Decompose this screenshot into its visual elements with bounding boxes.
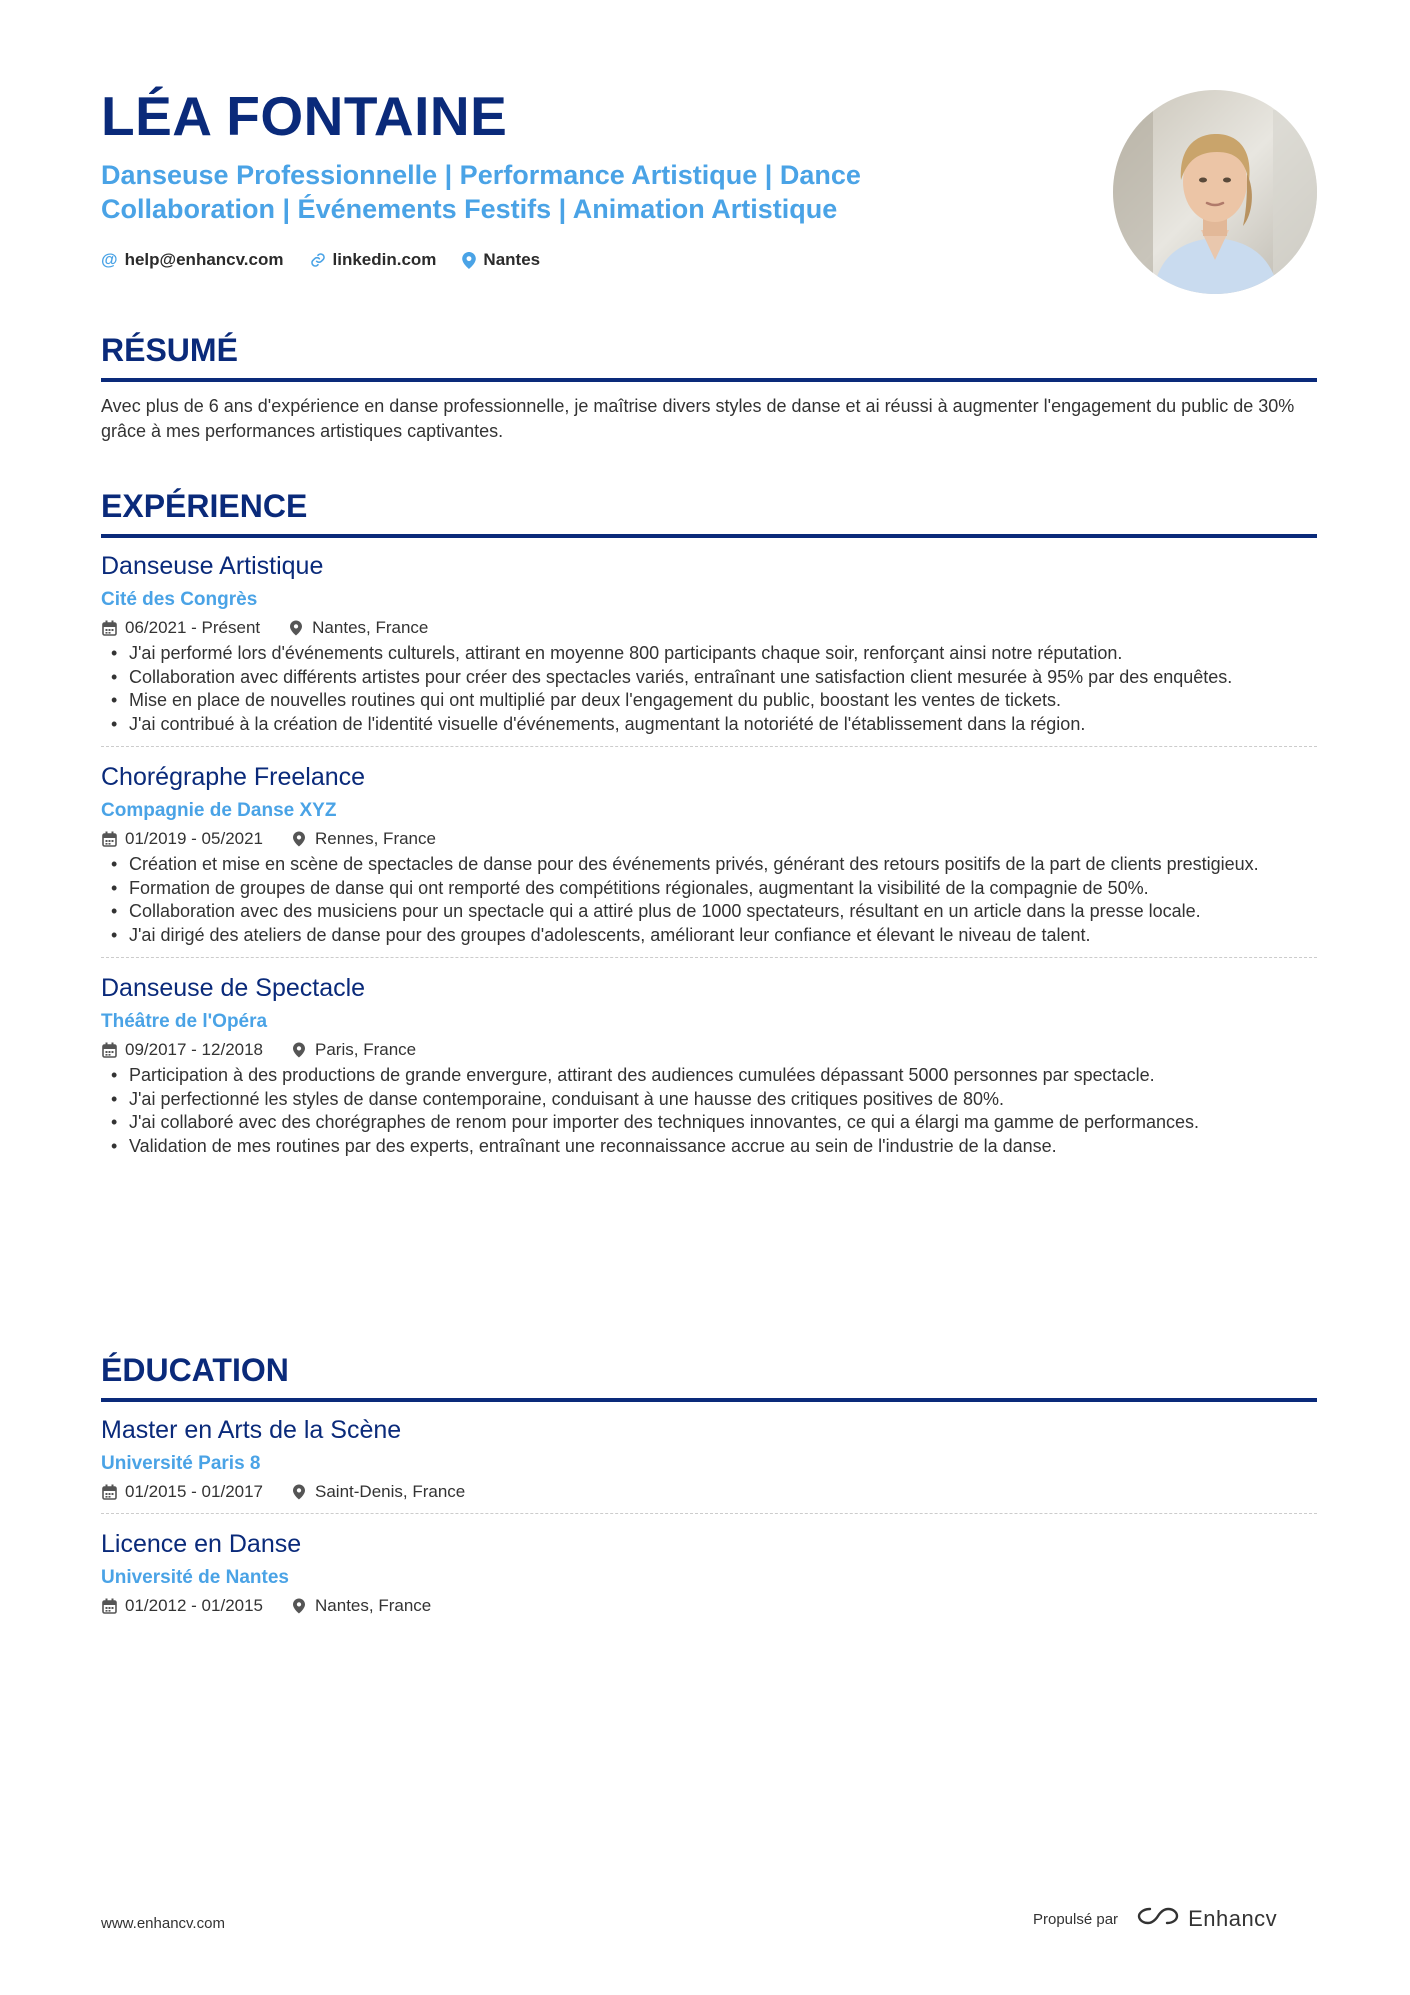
education-dates	[101, 1595, 263, 1617]
map-pin-icon	[462, 252, 476, 269]
contact-email-text: help@enhancv.com	[124, 250, 284, 269]
education-location	[291, 1481, 465, 1503]
bullet: • Validation de mes routines par des experts, entraînant une reconnaissance accrue au sein de l'industrie de la danse.	[101, 1135, 1317, 1159]
bullet: • Collaboration avec différents artistes pour créer des spectacles variés, entraînant une satisfaction client mesurée à 95% par des enquêtes.	[101, 666, 1317, 690]
job-location	[291, 1039, 416, 1061]
job-title: Chorégraphe Freelance	[101, 763, 366, 791]
calendar-icon	[101, 1042, 117, 1058]
education-entry	[101, 1414, 1317, 1514]
experience-section	[101, 486, 1317, 1182]
job-title: Danseuse Artistique	[101, 552, 324, 580]
contact-location	[462, 250, 540, 270]
job-dates-text: 06/2021 - Présent	[125, 618, 261, 637]
calendar-icon	[101, 831, 117, 847]
footer-branding	[1033, 1905, 1277, 1933]
summary-text: Avec plus de 6 ans d'expérience en danse professionnelle, je maîtrise divers styles de danse et ai réussi à augmenter l'engagement du public de 30% grâce à mes performances artistiques captivantes.	[101, 396, 1295, 441]
job-meta	[101, 828, 1317, 850]
resume-page	[101, 0, 1317, 1995]
map-pin-icon	[291, 1598, 307, 1614]
experience-entry	[101, 972, 1317, 1168]
education-section	[101, 1350, 1317, 1641]
bullet: • Création et mise en scène de spectacles de danse pour des événements privés, générant des retours positifs de la part de clients prestigieux.	[101, 853, 1317, 877]
enhancv-logo[interactable]	[1136, 1905, 1277, 1933]
bullet: • J'ai dirigé des ateliers de danse pour des groupes d'adolescents, améliorant leur confiance et élevant le niveau de talent.	[101, 924, 1317, 948]
education-meta	[101, 1481, 1317, 1503]
job-bullets	[101, 642, 1317, 736]
at-icon: @	[101, 250, 118, 269]
job-dates-text: 09/2017 - 12/2018	[125, 1040, 264, 1059]
contact-email[interactable]	[101, 250, 284, 270]
education-location	[291, 1595, 431, 1617]
job-location-text: Rennes, France	[315, 829, 436, 848]
company-name: Compagnie de Danse XYZ	[101, 800, 337, 821]
education-entry	[101, 1528, 1317, 1627]
summary-title: RÉSUMÉ	[101, 330, 1317, 382]
job-dates-text: 01/2019 - 05/2021	[125, 829, 264, 848]
link-icon	[310, 252, 326, 268]
footer-website[interactable]: www.enhancv.com	[101, 1915, 225, 1932]
education-dates-text: 01/2012 - 01/2015	[125, 1596, 264, 1615]
job-location-text: Paris, France	[315, 1040, 417, 1059]
experience-entry	[101, 550, 1317, 747]
experience-title: EXPÉRIENCE	[101, 486, 1317, 538]
enhancv-logo-text: Enhancv	[1188, 1906, 1278, 1931]
job-dates	[101, 1039, 263, 1061]
education-dates-text: 01/2015 - 01/2017	[125, 1482, 264, 1501]
education-title: ÉDUCATION	[101, 1350, 1317, 1402]
contact-location-text: Nantes	[483, 250, 541, 269]
job-location-text: Nantes, France	[312, 618, 429, 637]
bullet: • Formation de groupes de danse qui ont remporté des compétitions régionales, augmentant la visibilité de la compagnie de 50%.	[101, 877, 1317, 901]
bullet: • J'ai performé lors d'événements culturels, attirant en moyenne 800 participants chaque soir, renforçant ainsi notre réputation.	[101, 642, 1317, 666]
school-name: Université de Nantes	[101, 1567, 289, 1588]
job-bullets	[101, 1064, 1317, 1158]
map-pin-icon	[288, 620, 304, 636]
enhancv-logo-icon	[1136, 1905, 1180, 1933]
job-dates	[101, 617, 260, 639]
calendar-icon	[101, 1598, 117, 1614]
job-meta	[101, 1039, 1317, 1061]
map-pin-icon	[291, 1042, 307, 1058]
company-name: Cité des Congrès	[101, 589, 258, 610]
bullet: • J'ai collaboré avec des chorégraphes de renom pour importer des techniques innovantes, ce qui a élargi ma gamme de performances.	[101, 1111, 1317, 1135]
bullet: • Participation à des productions de grande envergure, attirant des audiences cumulées dépassant 5000 personnes par spectacle.	[101, 1064, 1317, 1088]
profile-photo	[1113, 90, 1317, 294]
candidate-headline: Danseuse Professionnelle | Performance Artistique | Dance Collaboration | Événements Festifs | Animation Artistique	[101, 160, 861, 224]
school-name: Université Paris 8	[101, 1453, 261, 1474]
job-meta	[101, 617, 1317, 639]
calendar-icon	[101, 620, 117, 636]
bullet: • J'ai contribué à la création de l'identité visuelle d'événements, augmentant la notoriété de l'établissement dans la région.	[101, 713, 1317, 737]
map-pin-icon	[291, 1484, 307, 1500]
powered-by-label: Propulsé par	[1033, 1910, 1119, 1928]
bullet: • Mise en place de nouvelles routines qui ont multiplié par deux l'engagement du public, boostant les ventes de tickets.	[101, 689, 1317, 713]
calendar-icon	[101, 1484, 117, 1500]
job-bullets	[101, 853, 1317, 947]
degree-title: Master en Arts de la Scène	[101, 1416, 402, 1444]
company-name: Théâtre de l'Opéra	[101, 1011, 268, 1032]
bullet: • Collaboration avec des musiciens pour un spectacle qui a attiré plus de 1000 spectateurs, résultant en un article dans la presse locale.	[101, 900, 1317, 924]
experience-entry	[101, 761, 1317, 958]
degree-title: Licence en Danse	[101, 1530, 302, 1558]
education-location-text: Nantes, France	[315, 1596, 432, 1615]
education-meta	[101, 1595, 1317, 1617]
candidate-name: LÉA FONTAINE	[101, 85, 508, 147]
summary-section	[101, 330, 1317, 444]
contact-linkedin[interactable]	[310, 250, 437, 270]
resume-header	[101, 84, 1317, 304]
bullet: • J'ai perfectionné les styles de danse contemporaine, conduisant à une hausse des critiques positives de 80%.	[101, 1088, 1317, 1112]
job-location	[291, 828, 436, 850]
education-location-text: Saint-Denis, France	[315, 1482, 466, 1501]
education-dates	[101, 1481, 263, 1503]
map-pin-icon	[291, 831, 307, 847]
job-title: Danseuse de Spectacle	[101, 974, 366, 1002]
job-location	[288, 617, 428, 639]
contact-linkedin-text: linkedin.com	[332, 250, 437, 269]
job-dates	[101, 828, 263, 850]
